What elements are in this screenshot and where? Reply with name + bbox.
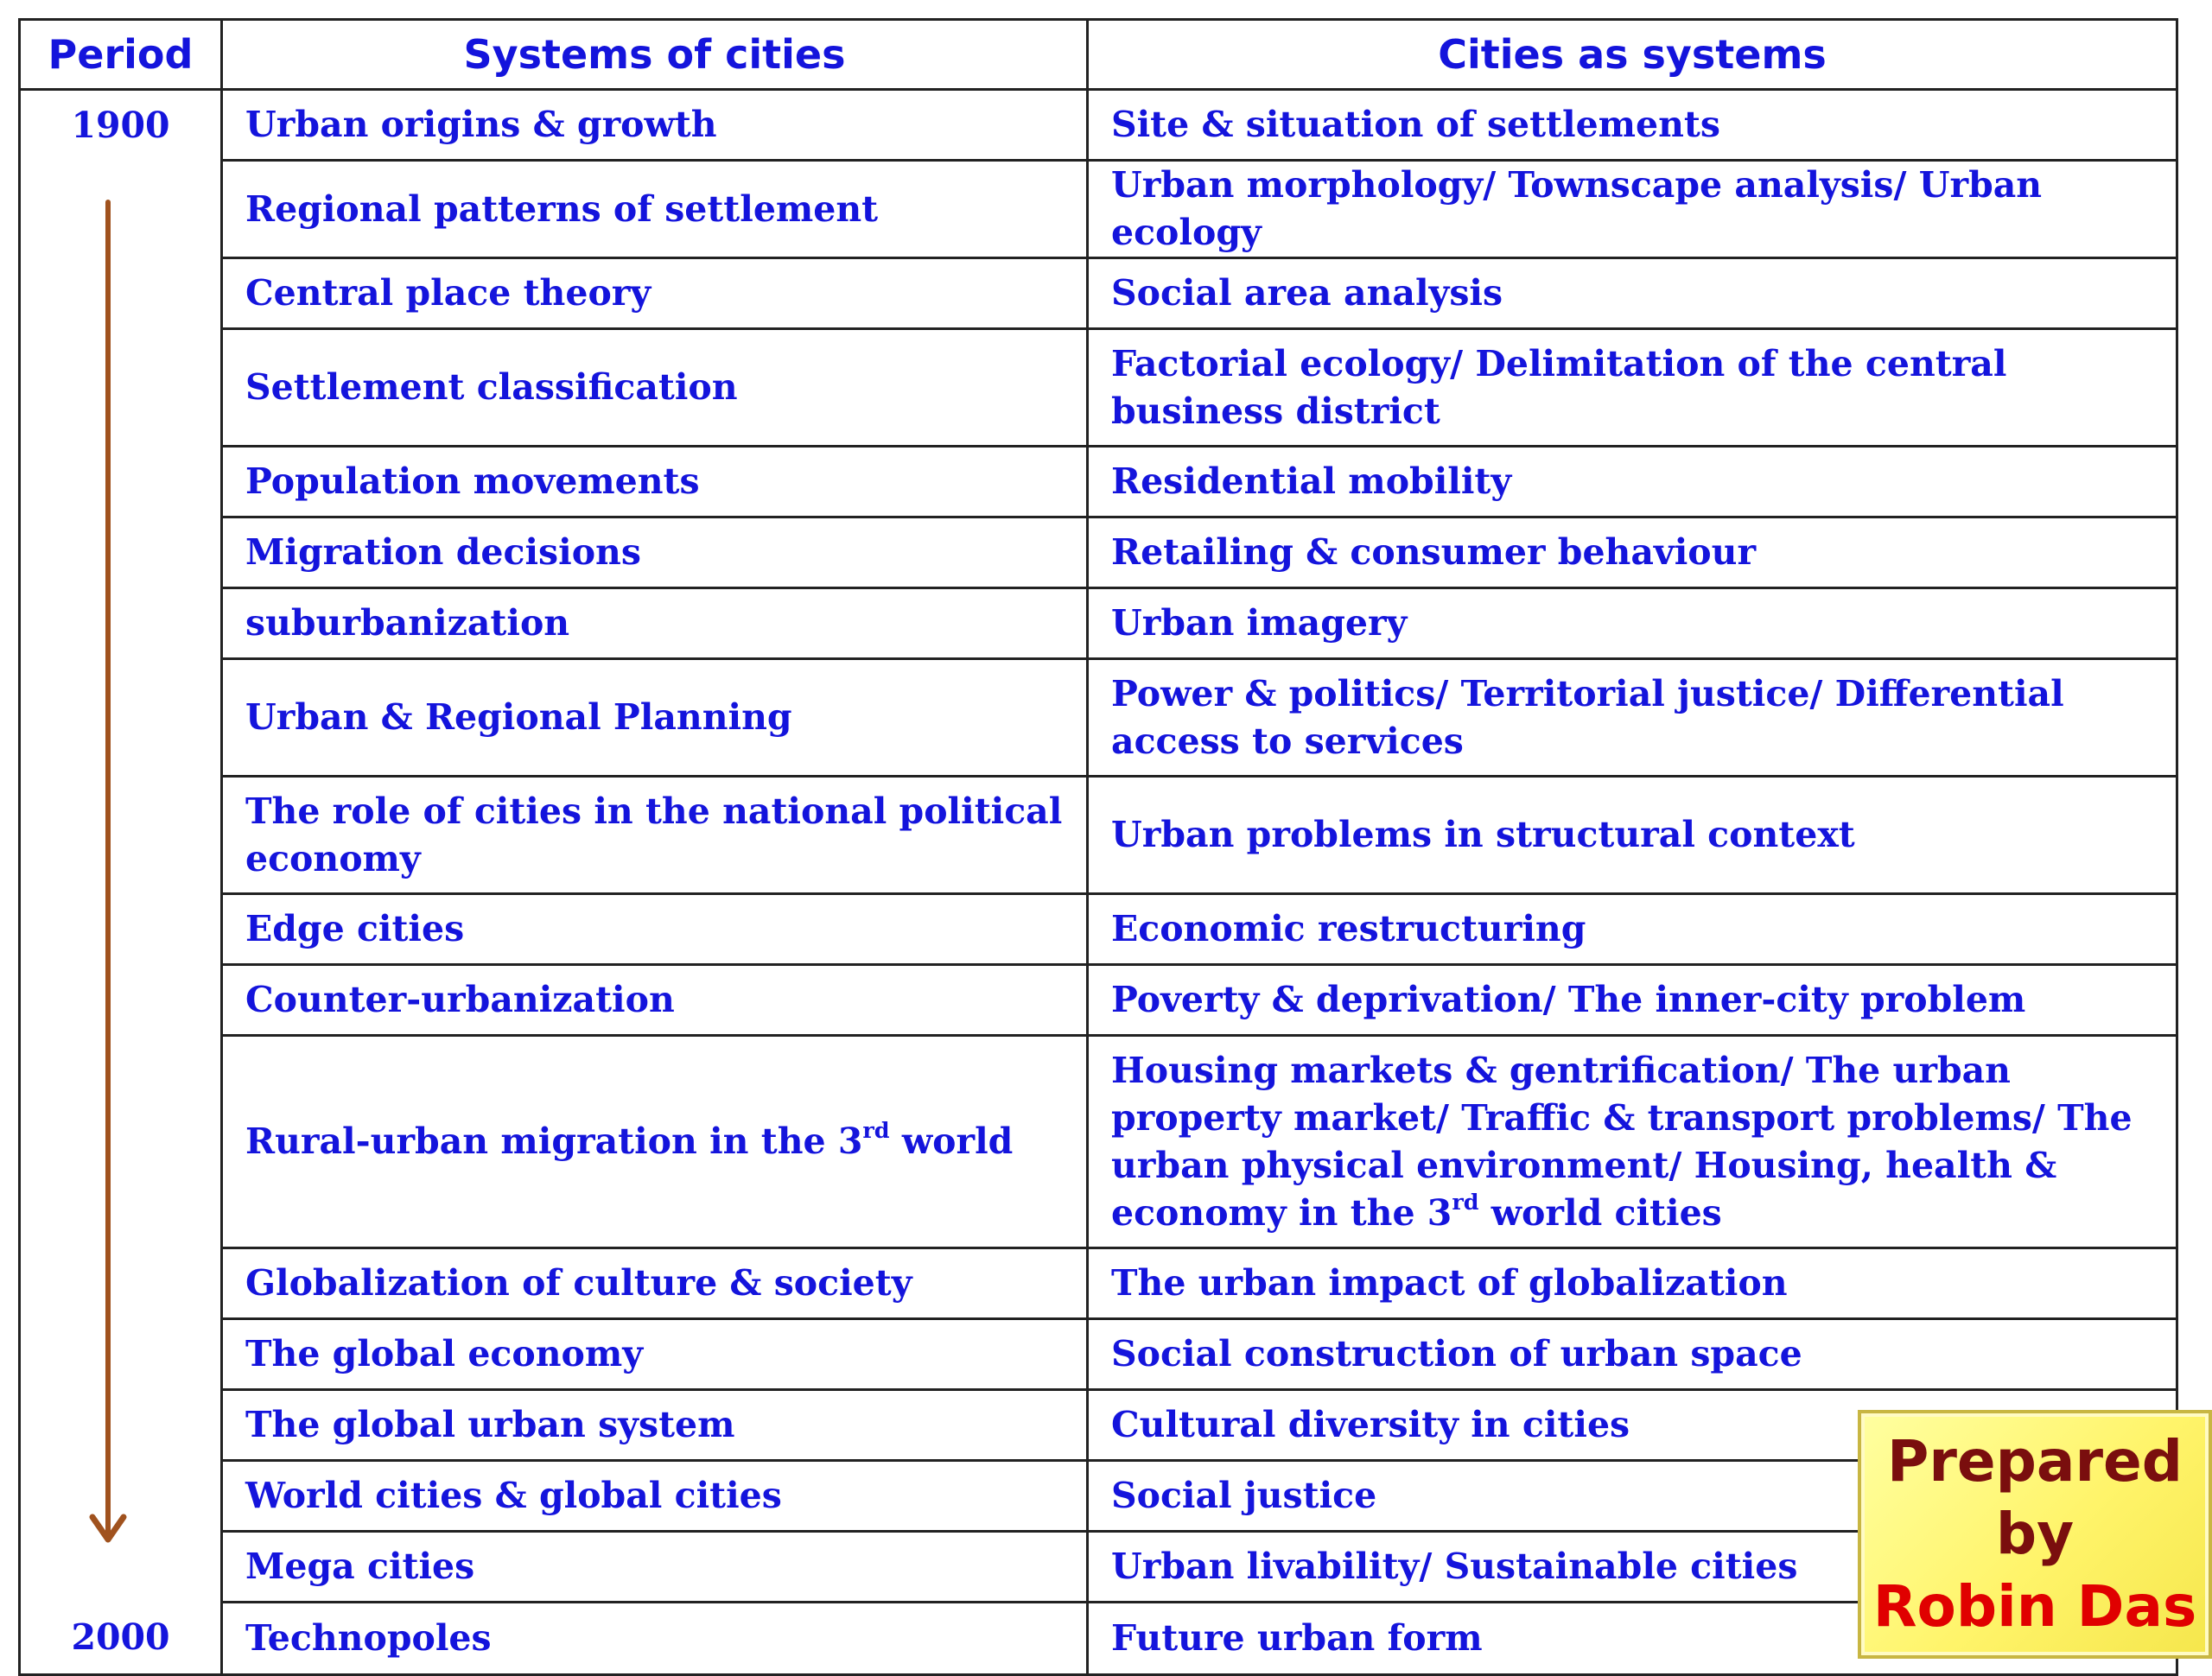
- table-row: [20, 777, 2177, 894]
- systems-of-cities-cell: Central place theory: [222, 258, 1088, 329]
- cities-as-systems-cell: Power & politics/ Territorial justice/ Differential access to services: [1088, 659, 2177, 777]
- cell-text: Housing markets & gentrification/ The urban property market/ Traffic & transport problems/ The urban physical environment/ Housing, health & economy in the 3: [1111, 1049, 2133, 1234]
- systems-of-cities-cell: Edge cities: [222, 894, 1088, 965]
- cities-as-systems-cell: Social construction of urban space: [1088, 1319, 2177, 1390]
- cities-as-systems-cell: Economic restructuring: [1088, 894, 2177, 965]
- table-row: [20, 894, 2177, 965]
- table-row: [20, 1036, 2177, 1248]
- table-row: [20, 1319, 2177, 1390]
- urban-geography-timeline-table: [18, 18, 2178, 1676]
- table-row: [20, 447, 2177, 517]
- cities-as-systems-cell: Site & situation of settlements: [1088, 90, 2177, 161]
- table-row: [20, 258, 2177, 329]
- prepared-by-stamp: [1858, 1410, 2212, 1659]
- systems-of-cities-cell: The global economy: [222, 1319, 1088, 1390]
- cell-text: world: [889, 1121, 1014, 1162]
- cities-as-systems-cell: Factorial ecology/ Delimitation of the central business district: [1088, 329, 2177, 447]
- systems-of-cities-cell: Urban origins & growth: [222, 90, 1088, 161]
- systems-of-cities-cell: [222, 1036, 1088, 1248]
- header-systems-of-cities: Systems of cities: [222, 20, 1088, 90]
- cities-as-systems-cell: Social justice: [1088, 1461, 2177, 1532]
- cities-as-systems-cell: Future urban form: [1088, 1603, 2177, 1675]
- systems-of-cities-cell: The global urban system: [222, 1390, 1088, 1461]
- stamp-line-author: Robin Das: [1872, 1573, 2197, 1640]
- cities-as-systems-cell: Social area analysis: [1088, 258, 2177, 329]
- superscript: rd: [862, 1117, 890, 1144]
- table-row: [20, 588, 2177, 659]
- systems-of-cities-cell: Settlement classification: [222, 329, 1088, 447]
- timeline-table-container: [18, 18, 2176, 1659]
- cities-as-systems-cell: Urban imagery: [1088, 588, 2177, 659]
- systems-of-cities-cell: World cities & global cities: [222, 1461, 1088, 1532]
- stamp-line-by: by: [1995, 1501, 2075, 1567]
- table-row: [20, 965, 2177, 1036]
- cities-as-systems-cell: Retailing & consumer behaviour: [1088, 517, 2177, 588]
- table-row: [20, 659, 2177, 777]
- table-row: [20, 1532, 2177, 1603]
- table-row: [20, 1603, 2177, 1675]
- table-row: [20, 517, 2177, 588]
- systems-of-cities-cell: Migration decisions: [222, 517, 1088, 588]
- table-row: [20, 1390, 2177, 1461]
- cell-text: Rural-urban migration in the 3: [245, 1121, 863, 1162]
- cities-as-systems-cell: Urban livability/ Sustainable cities: [1088, 1532, 2177, 1603]
- systems-of-cities-cell: Urban & Regional Planning: [222, 659, 1088, 777]
- cities-as-systems-cell: Residential mobility: [1088, 447, 2177, 517]
- systems-of-cities-cell: Regional patterns of settlement: [222, 161, 1088, 258]
- period-start: 1900: [20, 90, 222, 161]
- systems-of-cities-cell: Mega cities: [222, 1532, 1088, 1603]
- cities-as-systems-cell: Urban morphology/ Townscape analysis/ Urban ecology: [1088, 161, 2177, 258]
- stamp-line-prepared: Prepared: [1886, 1428, 2183, 1495]
- cities-as-systems-cell: Poverty & deprivation/ The inner-city problem: [1088, 965, 2177, 1036]
- table-row: [20, 1461, 2177, 1532]
- cell-text: world cities: [1478, 1191, 1722, 1234]
- table-row: [20, 1248, 2177, 1319]
- header-cities-as-systems: Cities as systems: [1088, 20, 2177, 90]
- systems-of-cities-cell: Counter-urbanization: [222, 965, 1088, 1036]
- table-row: [20, 161, 2177, 258]
- cities-as-systems-cell: Cultural diversity in cities: [1088, 1390, 2177, 1461]
- cities-as-systems-cell: [1088, 1036, 2177, 1248]
- timeline-arrow-icon: [86, 199, 130, 1555]
- period-end: 2000: [20, 1603, 222, 1675]
- cities-as-systems-cell: Urban problems in structural context: [1088, 777, 2177, 894]
- cities-as-systems-cell: The urban impact of globalization: [1088, 1248, 2177, 1319]
- header-row: [20, 20, 2177, 90]
- systems-of-cities-cell: suburbanization: [222, 588, 1088, 659]
- systems-of-cities-cell: Population movements: [222, 447, 1088, 517]
- table-row: [20, 90, 2177, 161]
- table-row: [20, 329, 2177, 447]
- systems-of-cities-cell: Globalization of culture & society: [222, 1248, 1088, 1319]
- systems-of-cities-cell: The role of cities in the national political economy: [222, 777, 1088, 894]
- superscript: rd: [1452, 1188, 1479, 1215]
- systems-of-cities-cell: Technopoles: [222, 1603, 1088, 1675]
- header-period: Period: [20, 20, 222, 90]
